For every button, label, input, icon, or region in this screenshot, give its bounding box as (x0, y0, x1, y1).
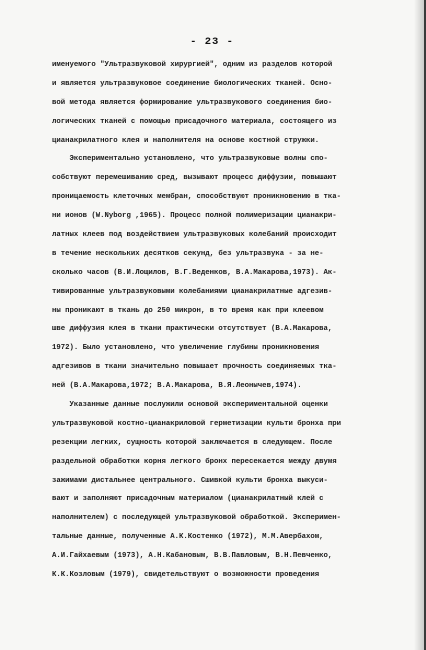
text-line: вой метода является формирование ультразвукового соединения био- (52, 98, 333, 107)
text-line: цианакрилатного клея и наполнителя на основе костной стружки. (52, 136, 320, 145)
body-text (52, 56, 408, 585)
text-line: собствуют перемешиванию сред, вызывают процесс диффузии, повышают (52, 174, 337, 183)
text-line: ни ионов (W.Nyborg ,1965). Процесс полной полимеризации цианакри- (52, 212, 337, 221)
page-number: - 23 - (190, 36, 234, 48)
text-line: А.И.Гайхаевым (1973), А.Н.Кабановым, В.В.Павловым, В.Н.Певченко, (52, 552, 333, 561)
text-line: латных клеев под воздействием ультразвуковых колебаний происходит (52, 231, 337, 240)
page-edge-shadow (414, 0, 424, 650)
text-line: ны проникают в ткань до 250 микрон, в то время как при клеевом (52, 306, 324, 315)
text-line: и является ультразвуковое соединение биологических тканей. Осно- (52, 79, 333, 88)
text-line: Указанные данные послужили основой экспериментальной оценки (52, 401, 328, 410)
text-line: логических тканей с помощью присадочного материала, состоящего из (52, 117, 337, 126)
text-line: ультразвуковой костно-цианакриловой герметизации культи бронха при (52, 419, 342, 428)
text-line: тальные данные, полученные А.К.Костенко (1972), М.М.Авербахом, (52, 533, 324, 542)
text-line: шве диффузия клея в ткани практически отсутствует (В.А.Макарова, (52, 325, 333, 334)
text-line: тивированные ультразвуковыми колебаниями цианакрилатные адгезив- (52, 287, 333, 296)
text-line: раздельной обработки корня легкого бронх пересекается между двумя (52, 457, 337, 466)
text-line: наполнителем) с последующей ультразвуковой обработкой. Эксперимен- (52, 514, 342, 523)
text-line: Экспериментально установлено, что ультразвуковые волны спо- (52, 155, 328, 164)
text-line: проницаемость клеточных мембран, способствуют проникновению в тка- (52, 193, 342, 202)
text-line: зажимами дистальнее центрального. Сшивкой культи бронха выкуси- (52, 476, 328, 485)
text-line: ней (В.А.Макарова,1972; В.А.Макарова, В.Я.Леонычев,1974). (52, 382, 302, 391)
text-line: сколько часов (В.И.Лощилов, В.Г.Веденков, В.А.Макарова,1973). Ак- (52, 268, 337, 277)
text-line: в течение нескольких десятков секунд, без ультразвука - за не- (52, 249, 324, 258)
text-line: адгезивов в ткани значительно повышает прочность соединяемых тка- (52, 363, 337, 372)
text-line: именуемого "Ультразвуковой хирургией", одним из разделов которой (52, 61, 333, 69)
text-line: резекции легких, сущность которой заключается в следующем. После (52, 438, 333, 447)
text-line: К.К.Козловым (1979), свидетельствуют о возможности проведения (52, 571, 320, 580)
text-line: 1972). Было установлено, что увеличение глубины проникновения (52, 344, 320, 353)
text-line: вают и заполняют присадочным материалом (цианакрилатный клей с (52, 495, 324, 504)
